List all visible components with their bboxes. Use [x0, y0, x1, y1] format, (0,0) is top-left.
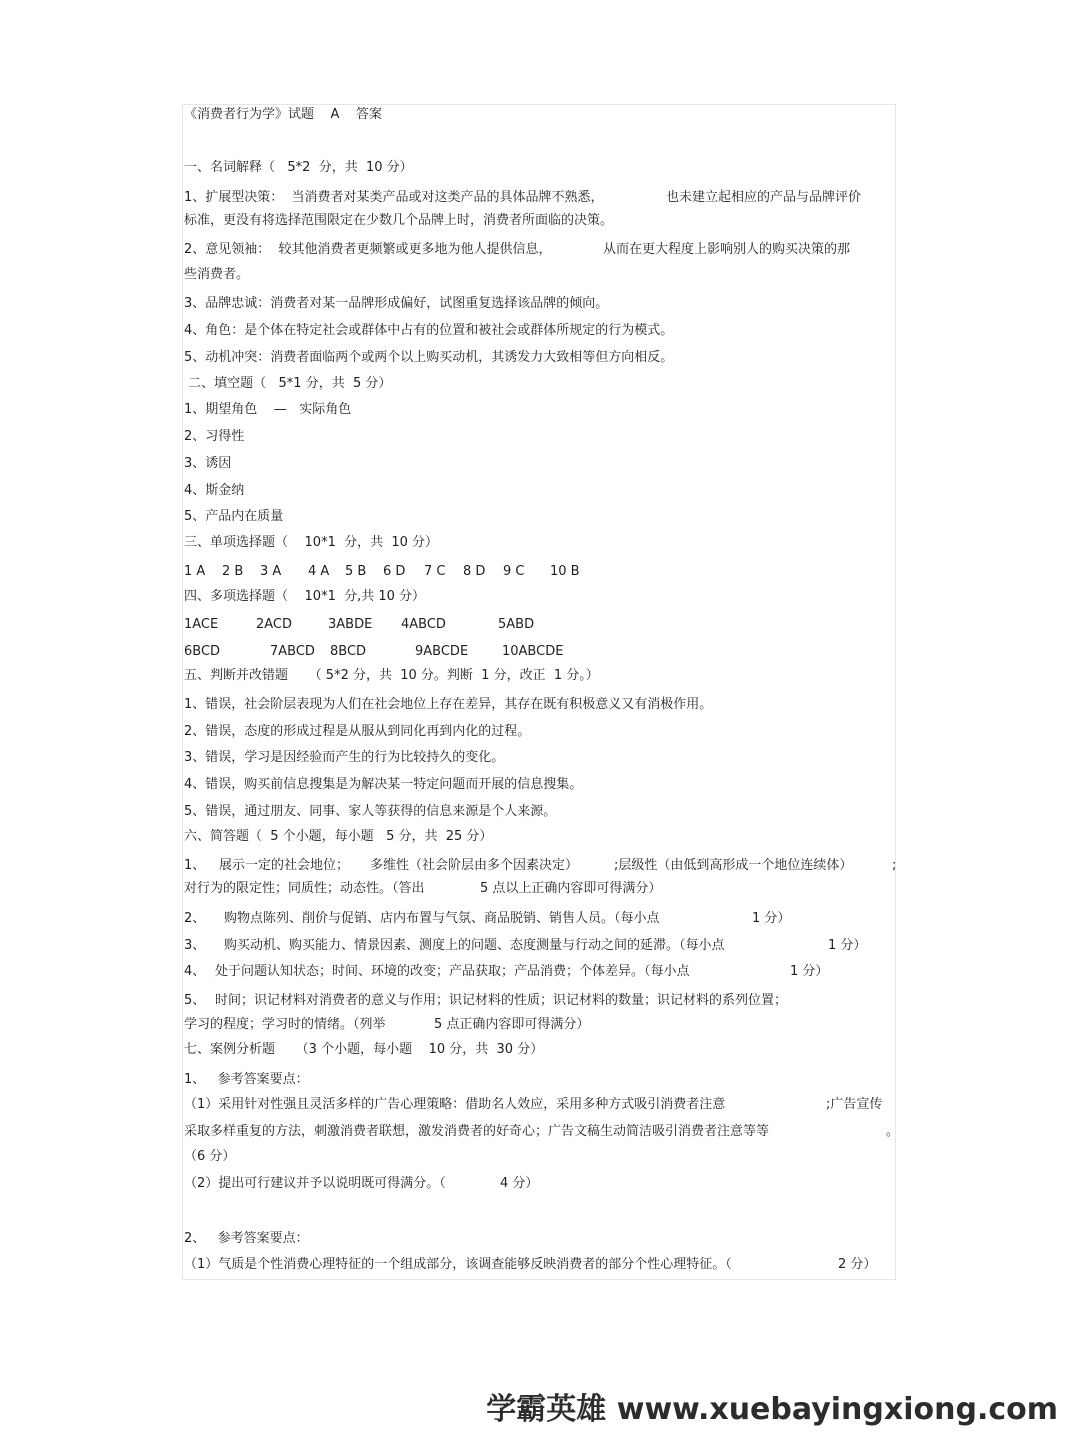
s1-item-2-line1a: 2、意见领袖： 较其他消费者更频繁或更多地为他人提供信息，	[184, 242, 552, 257]
s2-item-4: 4、斯金纳	[184, 483, 245, 498]
s6-q1-number: 1、	[184, 858, 206, 873]
s6-q4-number: 4、	[184, 964, 206, 979]
s2-item-5: 5、产品内在质量	[184, 509, 284, 524]
s4-answer: 8BCD	[330, 644, 367, 659]
s4-answer: 7ABCD	[270, 644, 315, 659]
s7-case-2-p1a: （1）气质是个性消费心理特征的一个组成部分，该调查能够反映消费者的部分个性心理特征。（	[184, 1257, 732, 1272]
s6-q1-part-b: 多维性（社会阶层由多个因素决定）	[370, 858, 579, 873]
section-7-heading: 七、案例分析题 （3 个小题，每小题 10 分，共 30 分）	[184, 1042, 544, 1057]
section-6-heading: 六、简答题（ 5 个小题，每小题 5 分，共 25 分）	[184, 829, 493, 844]
s7-case-1-p1a: （1）采用针对性强且灵活多样的广告心理策略：借助名人效应，采用多种方式吸引消费者注意	[184, 1097, 726, 1112]
s4-answer: 3ABDE	[328, 617, 373, 632]
s1-item-3: 3、品牌忠诚：消费者对某一品牌形成偏好，试图重复选择该品牌的倾向。	[184, 296, 609, 311]
s7-case-1-p1e: （6 分）	[184, 1149, 236, 1164]
section-3-heading: 三、单项选择题（ 10*1 分，共 10 分）	[184, 535, 439, 550]
s6-q5-line2a: 学习的程度；学习时的情绪。（列举	[184, 1017, 386, 1032]
s7-case-2-title: 2、 参考答案要点：	[184, 1231, 309, 1246]
s3-answer: 10 B	[550, 564, 580, 579]
section-1-heading: 一、名词解释（ 5*2 分，共 10 分）	[184, 160, 413, 175]
s6-q3-score: 1 分）	[828, 938, 867, 953]
s7-case-1-p2a: （2）提出可行建议并予以说明既可得满分。（	[184, 1176, 446, 1191]
watermark-text: 学霸英雄 www.xuebayingxiong.com	[486, 1392, 1058, 1427]
s7-case-1-p1c: 采取多样重复的方法，刺激消费者联想，激发消费者的好奇心；广告文稿生动简洁吸引消费者注意等等	[184, 1124, 770, 1139]
s6-q1-part-d: ;	[892, 858, 897, 873]
s6-q1-part-c: ;层级性（由低到高形成一个地位连续体）	[614, 858, 853, 873]
s3-answer: 8 D	[463, 564, 486, 579]
s1-item-2-line1b: 从而在更大程度上影响别人的购买决策的那	[603, 242, 851, 257]
s4-answer: 9ABCDE	[415, 644, 469, 659]
s5-item-4: 4、错误，购买前信息搜集是为解决某一特定问题而开展的信息搜集。	[184, 777, 583, 792]
s1-item-5: 5、动机冲突：消费者面临两个或两个以上购买动机，其诱发力大致相等但方向相反。	[184, 350, 674, 365]
section-4-heading: 四、多项选择题（ 10*1 分,共 10 分）	[184, 589, 426, 604]
s2-item-2: 2、习得性	[184, 429, 245, 444]
s5-item-5: 5、错误，通过朋友、同事、家人等获得的信息来源是个人来源。	[184, 804, 557, 819]
s7-case-1-title: 1、 参考答案要点：	[184, 1072, 309, 1087]
s3-answer: 2 B	[222, 564, 244, 579]
section-5-heading: 五、判断并改错题 （ 5*2 分，共 10 分。判断 1 分，改正 1 分。）	[184, 668, 599, 683]
s3-answer: 6 D	[383, 564, 406, 579]
s2-item-3: 3、诱因	[184, 456, 232, 471]
s6-q4-score: 1 分）	[790, 964, 829, 979]
s6-q3-number: 3、	[184, 938, 206, 953]
s1-item-2-line2: 些消费者。	[184, 267, 250, 282]
s4-answer: 2ACD	[256, 617, 293, 632]
s6-q3-text: 购买动机、购买能力、情景因素、测度上的问题、态度测量与行动之间的延滞。（每小点	[224, 938, 725, 953]
s6-q1-part-a: 展示一定的社会地位；	[219, 858, 350, 873]
s6-q4-text: 处于问题认知状态；时间、环境的改变；产品获取；产品消费；个体差异。（每小点	[215, 964, 690, 979]
s3-answer: 5 B	[345, 564, 367, 579]
s6-q2-text: 购物点陈列、削价与促销、店内布置与气氛、商品脱销、销售人员。（每小点	[224, 911, 660, 926]
s6-q2-score: 1 分）	[752, 911, 791, 926]
s4-answer: 5ABD	[498, 617, 535, 632]
s3-answer: 3 A	[260, 564, 282, 579]
s1-item-1-line2: 标准，更没有将选择范围限定在少数几个品牌上时，消费者所面临的决策。	[184, 213, 614, 228]
s5-item-3: 3、错误，学习是因经验而产生的行为比较持久的变化。	[184, 750, 505, 765]
s7-case-1-p1b: ;广告宣传	[826, 1097, 883, 1112]
s6-q1-line2b: 5 点以上正确内容即可得满分）	[480, 881, 662, 896]
s3-answer: 4 A	[308, 564, 330, 579]
s5-item-1: 1、错误，社会阶层表现为人们在社会地位上存在差异，其存在既有积极意义又有消极作用。	[184, 697, 713, 712]
s7-case-2-p1b: 2 分）	[838, 1257, 877, 1272]
s4-answer: 10ABCDE	[502, 644, 564, 659]
s1-item-1-line1a: 1、扩展型决策： 当消费者对某类产品或对这类产品的具体品牌不熟悉，	[184, 190, 604, 205]
s6-q5-line2b: 5 点正确内容即可得满分）	[434, 1017, 590, 1032]
s3-answer: 1 A	[184, 564, 206, 579]
s6-q2-number: 2、	[184, 911, 206, 926]
s5-item-2: 2、错误，态度的形成过程是从服从到同化再到内化的过程。	[184, 724, 531, 739]
s3-answer: 7 C	[424, 564, 446, 579]
s7-case-1-p1d: 。	[886, 1124, 900, 1139]
s3-answer: 9 C	[503, 564, 525, 579]
s1-item-1-line1b: 也未建立起相应的产品与品牌评价	[666, 190, 862, 205]
section-2-heading: 二、填空题（ 5*1 分，共 5 分）	[184, 376, 392, 391]
s4-answer: 4ABCD	[401, 617, 446, 632]
s6-q5-text: 时间；识记材料对消费者的意义与作用；识记材料的性质；识记材料的数量；识记材料的系列位置；	[215, 993, 788, 1008]
doc-title: 《消费者行为学》试题 A 答案	[184, 107, 382, 122]
s6-q1-line2a: 对行为的限定性；同质性；动态性。（答出	[184, 881, 425, 896]
s4-answer: 6BCD	[184, 644, 221, 659]
s7-case-1-p2b: 4 分）	[500, 1176, 539, 1191]
s2-item-1: 1、期望角色 — 实际角色	[184, 402, 352, 417]
s6-q5-number: 5、	[184, 993, 206, 1008]
s4-answer: 1ACE	[184, 617, 219, 632]
s1-item-4: 4、角色：是个体在特定社会或群体中占有的位置和被社会或群体所规定的行为模式。	[184, 323, 674, 338]
